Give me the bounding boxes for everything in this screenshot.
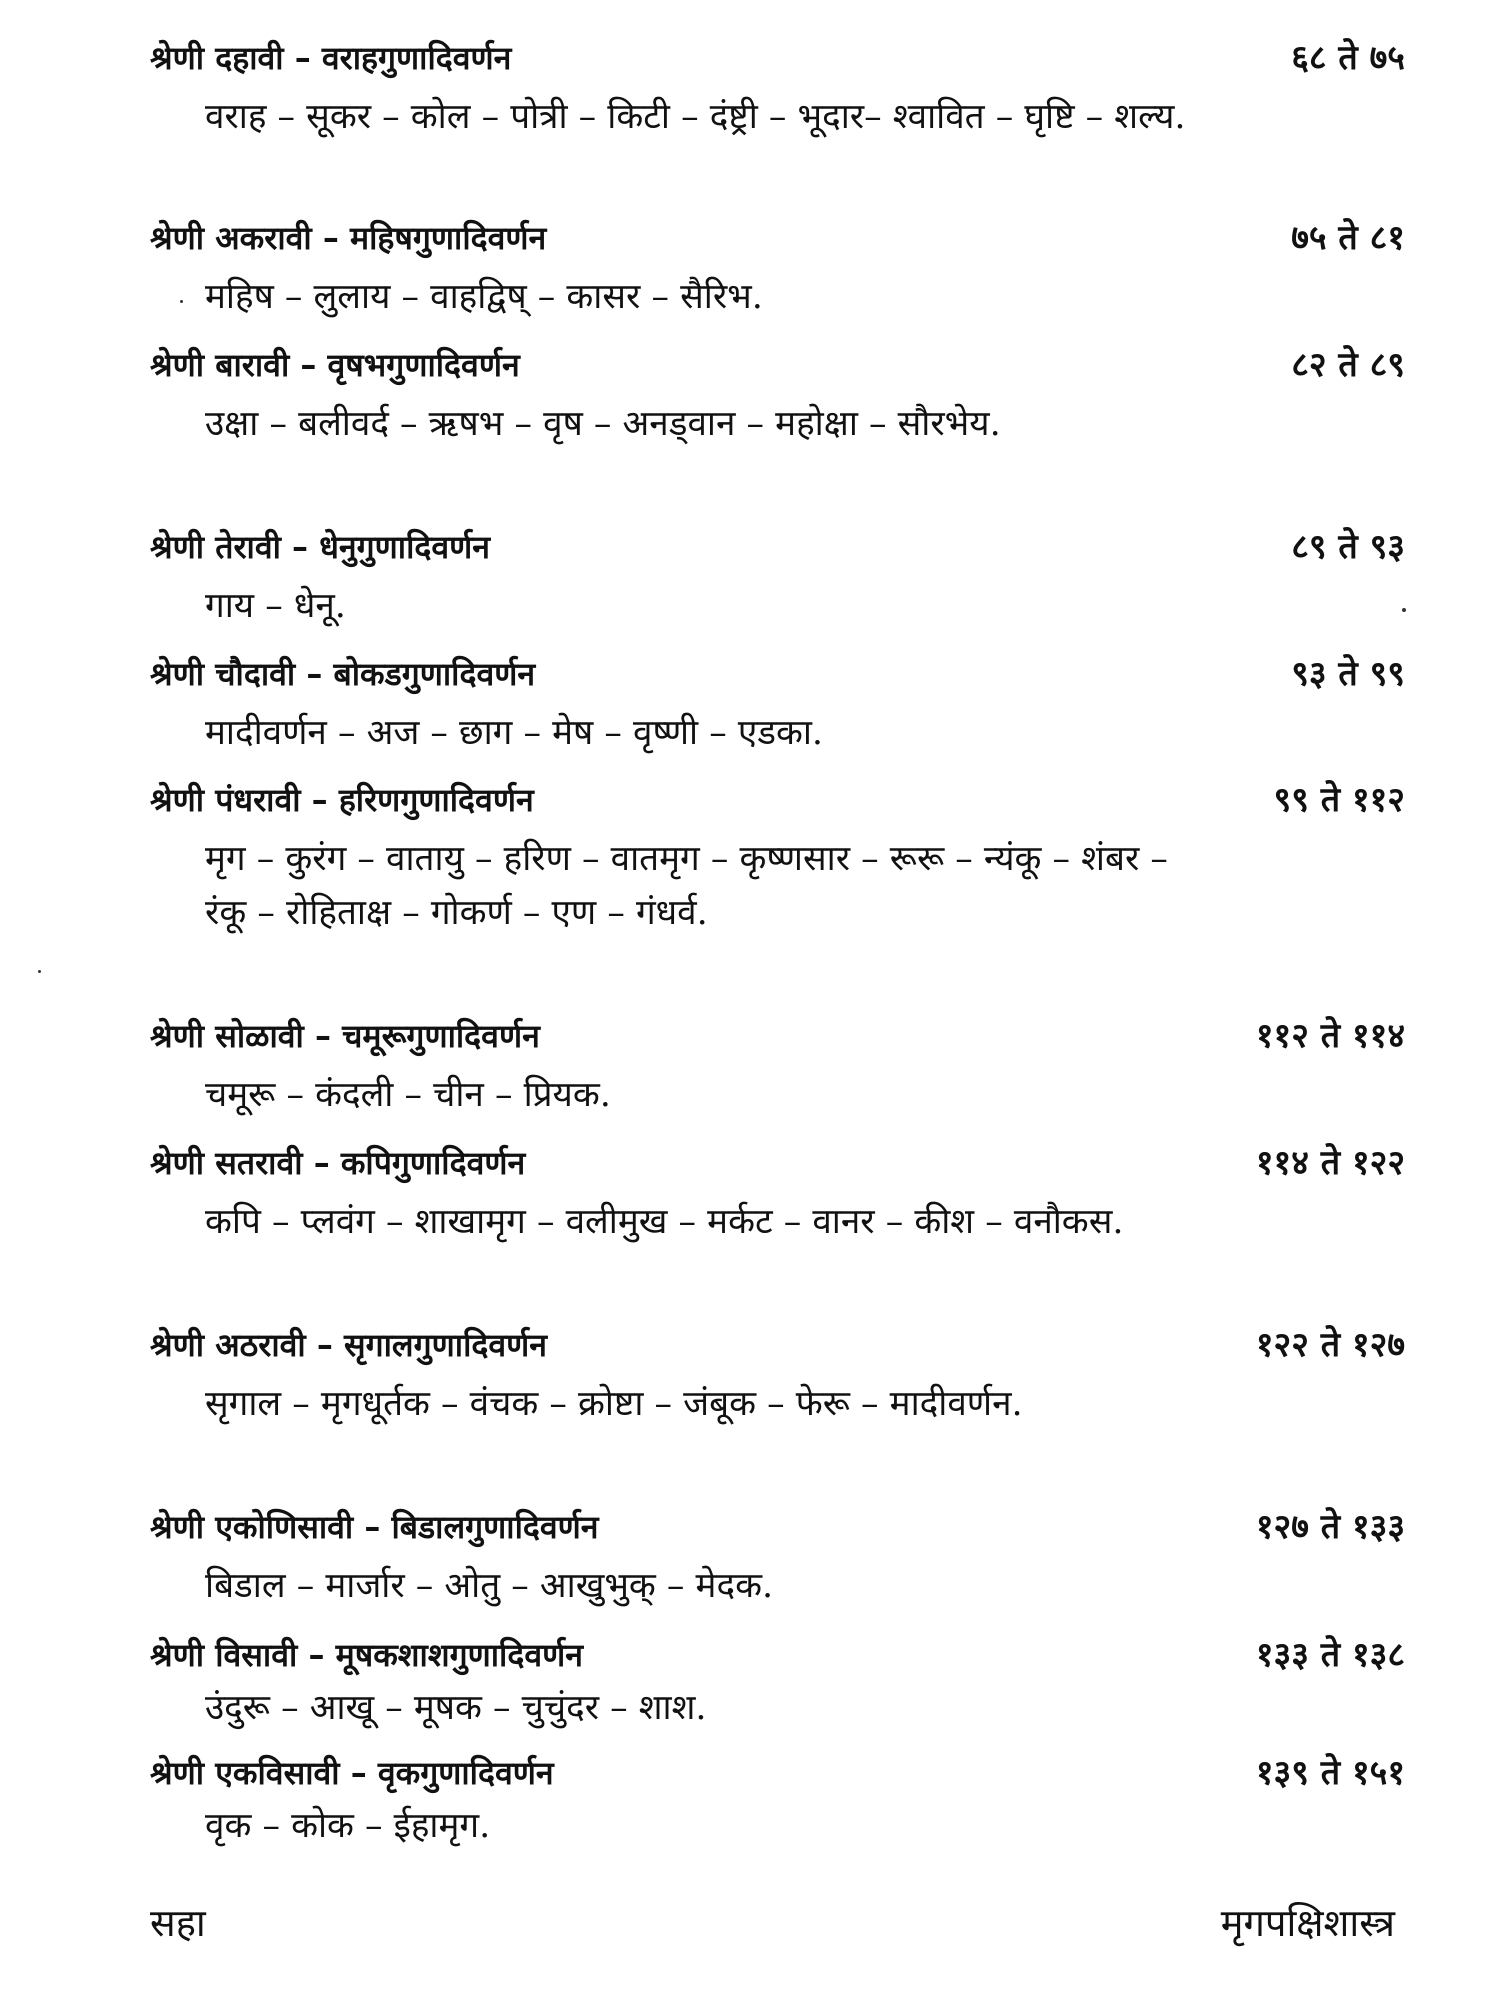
entry-heading: श्रेणी एकविसावी – वृकगुणादिवर्णन	[150, 1754, 554, 1792]
entry-names: वृक – कोक – ईहामृग.	[205, 1806, 491, 1846]
entry-page-range: ११२ ते ११४	[1255, 1016, 1405, 1056]
entry-names: कपि – प्लवंग – शाखामृग – वलीमुख – मर्कट – वानर – कीश – वनौकस.	[205, 1202, 1124, 1242]
entry-names: वराह – सूकर – कोल – पोत्री – किटी – दंष्ट्री – भूदार– श्वावित – घृष्टि – शल्य.	[205, 97, 1186, 137]
entry-heading: श्रेणी चौदावी – बोकडगुणादिवर्णन	[150, 655, 536, 693]
entry-names: सृगाल – मृगधूर्तक – वंचक – क्रोष्टा – जंबूक – फेरू – मादीवर्णन.	[205, 1384, 1023, 1424]
entry-heading: श्रेणी बारावी – वृषभगुणादिवर्णन	[150, 346, 520, 384]
footer-page-number: सहा	[150, 1901, 206, 1945]
entry-heading: श्रेणी दहावी – वराहगुणादिवर्णन	[150, 39, 512, 77]
entry-page-range: ९९ ते ११२	[1273, 780, 1405, 820]
entry-heading: श्रेणी सोळावी – चमूरूगुणादिवर्णन	[150, 1017, 540, 1055]
entry-page-range: ११४ ते १२२	[1255, 1143, 1405, 1183]
entry-names: गाय – धेनू.	[205, 586, 346, 626]
entry-page-range: १२२ ते १२७	[1255, 1325, 1405, 1365]
entry-page-range: ८९ ते ९३	[1291, 527, 1405, 567]
entry-names: उक्षा – बलीवर्द – ऋषभ – वृष – अनड्वान – महोक्षा – सौरभेय.	[205, 404, 1001, 444]
entry-page-range: ९३ ते ९९	[1291, 654, 1405, 694]
entry-names: चमूरू – कंदली – चीन – प्रियक.	[205, 1075, 611, 1115]
entry-page-range: ८२ ते ८९	[1291, 345, 1405, 385]
entry-heading: श्रेणी तेरावी – धेनुगुणादिवर्णन	[150, 528, 491, 566]
entry-page-range: १३३ ते १३८	[1255, 1635, 1405, 1675]
scan-speck	[38, 970, 41, 973]
entry-heading: श्रेणी एकोणिसावी – बिडालगुणादिवर्णन	[150, 1508, 599, 1546]
entry-heading: श्रेणी अठरावी – सृगालगुणादिवर्णन	[150, 1326, 548, 1364]
entry-names: मृग – कुरंग – वातायु – हरिण – वातमृग – कृष्णसार – रूरू – न्यंकू – शंबर – रंकू – रोहिताक्ष – गोकर्ण – एण – गंधर्व.	[205, 839, 1168, 933]
entry-page-range: ६८ ते ७५	[1291, 38, 1405, 78]
entry-page-range: १३९ ते १५१	[1255, 1753, 1405, 1793]
scan-speck	[180, 300, 183, 303]
entry-page-range: ७५ ते ८१	[1291, 218, 1405, 258]
entry-page-range: १२७ ते १३३	[1255, 1507, 1405, 1547]
entry-names: महिष – लुलाय – वाहद्विष् – कासर – सैरिभ.	[205, 277, 763, 317]
entry-names: उंदुरू – आखू – मूषक – चुचुंदर – शाश.	[205, 1688, 707, 1728]
footer-book-title: मृगपक्षिशास्त्र	[1220, 1901, 1395, 1945]
entry-heading: श्रेणी पंधरावी – हरिणगुणादिवर्णन	[150, 781, 534, 819]
entry-names: मादीवर्णन – अज – छाग – मेष – वृष्णी – एडका.	[205, 713, 824, 753]
scan-speck	[1402, 608, 1406, 612]
entry-names: बिडाल – मार्जार – ओतु – आखुभुक् – मेदक.	[205, 1566, 774, 1606]
entry-heading: श्रेणी विसावी – मूषकशाशगुणादिवर्णन	[150, 1636, 584, 1674]
entry-heading: श्रेणी अकरावी – महिषगुणादिवर्णन	[150, 219, 547, 257]
entry-heading: श्रेणी सतरावी – कपिगुणादिवर्णन	[150, 1144, 526, 1182]
